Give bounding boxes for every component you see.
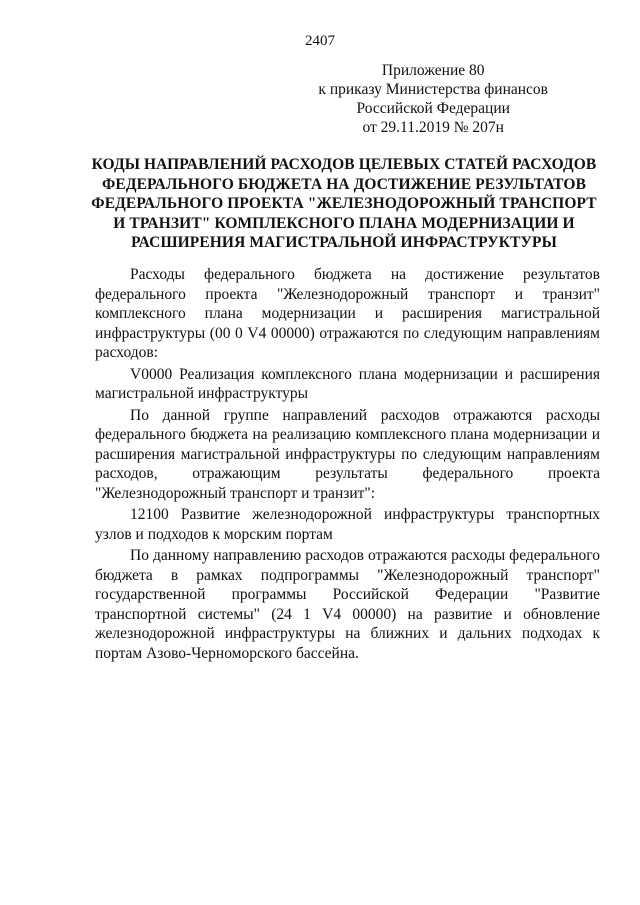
body-paragraph: По данному направлению расходов отражаются расходы федерального бюджета в рамках подпрограммы "Железнодорожный транспорт" государственной программы Российской Федерации "Развитие транспортной системы" (24 1 V4 00000) на развитие и обновление железнодорожной инфраструктуры на ближних и дальних подходах к портам Азово-Черноморского бассейна. bbox=[95, 547, 600, 662]
document-title bbox=[88, 155, 600, 253]
expense-code-paragraph: 12100 Развитие железнодорожной инфраструктуры транспортных узлов и подходов к морским портам bbox=[95, 506, 600, 543]
title-line: И ТРАНЗИТ" КОМПЛЕКСНОГО ПЛАНА МОДЕРНИЗАЦИИ И bbox=[113, 214, 575, 232]
expense-code-paragraph: V0000 Реализация комплексного плана модернизации и расширения магистральной инфраструктуры bbox=[95, 365, 600, 402]
body-paragraph: По данной группе направлений расходов отражаются расходы федерального бюджета на реализацию комплексного плана модернизации и расширения магистральной инфраструктуры по следующим направлениям расходов, отражающим результаты федерального проекта "Железнодорожный транспорт и транзит": bbox=[95, 406, 600, 502]
title-line: РАСШИРЕНИЯ МАГИСТРАЛЬНОЙ ИНФРАСТРУКТУРЫ bbox=[131, 234, 557, 251]
body-paragraph: Расходы федерального бюджета на достижение результатов федерального проекта "Железнодорожный транспорт и транзит" комплексного плана модернизации и расширения магистральной инфраструктуры (00 0 V4 00000) отражаются по следующим направлениям расходов: bbox=[95, 266, 600, 361]
appendix-header bbox=[318, 61, 548, 137]
appendix-line: от 29.11.2019 № 207н bbox=[362, 119, 504, 136]
title-line: ФЕДЕРАЛЬНОГО БЮДЖЕТА НА ДОСТИЖЕНИЕ РЕЗУЛЬТАТОВ bbox=[101, 175, 587, 193]
title-line: ФЕДЕРАЛЬНОГО ПРОЕКТА "ЖЕЛЕЗНОДОРОЖНЫЙ ТРАНСПОРТ bbox=[91, 195, 597, 212]
appendix-line: Приложение 80 bbox=[381, 62, 485, 79]
title-line: КОДЫ НАПРАВЛЕНИЙ РАСХОДОВ ЦЕЛЕВЫХ СТАТЕЙ РАСХОДОВ bbox=[91, 156, 597, 173]
appendix-line: Российской Федерации bbox=[356, 100, 510, 117]
appendix-line: к приказу Министерства финансов bbox=[318, 81, 548, 98]
page-number: 2407 bbox=[305, 33, 335, 49]
document-body bbox=[95, 265, 600, 665]
